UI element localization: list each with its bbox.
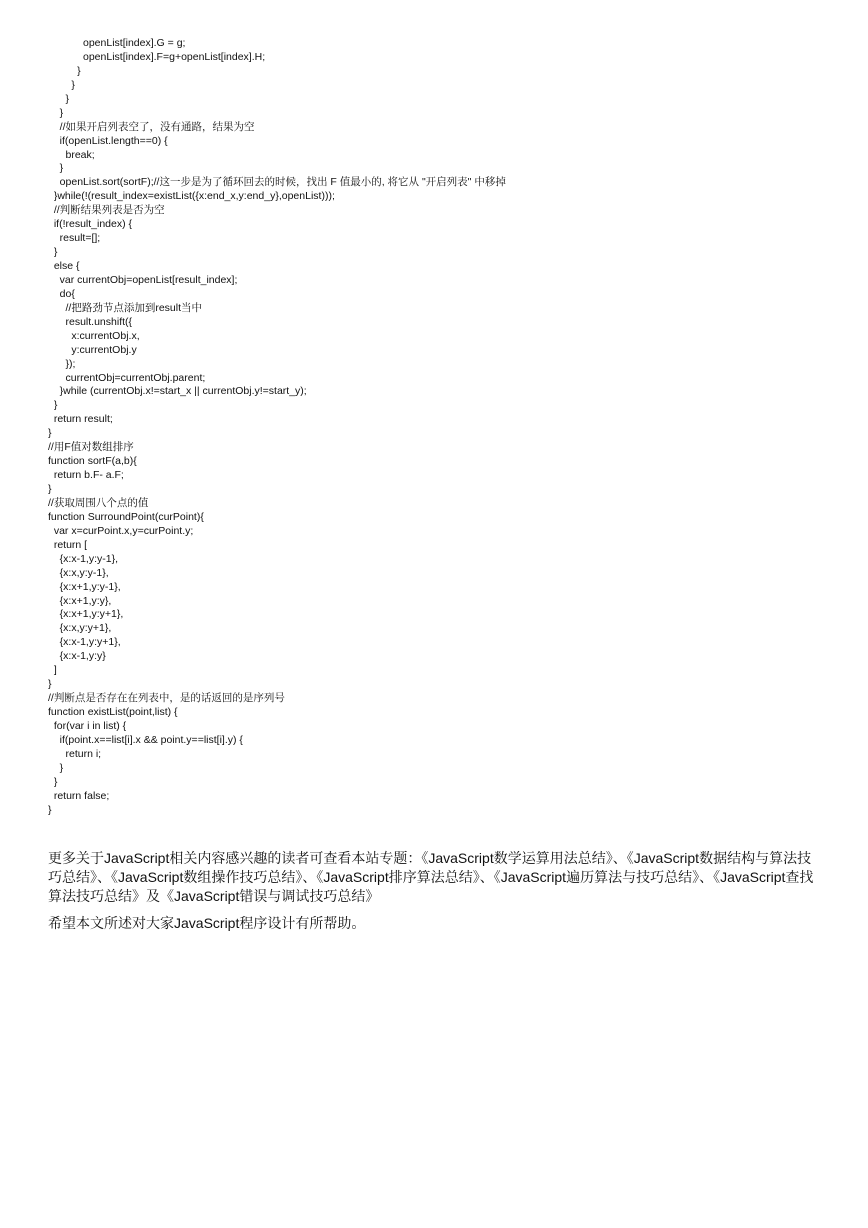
code-line: function sortF(a,b){ <box>48 455 137 468</box>
code-line: if(!result_index) { <box>48 218 133 231</box>
code-line: } <box>48 64 81 77</box>
code-line: break; <box>48 148 95 161</box>
code-line: {x:x-1,y:y+1}, <box>48 636 121 649</box>
code-line: } <box>48 92 70 105</box>
code-comment-line: //判断点是否存在在列表中，是的话返回的是序列号 <box>48 692 285 705</box>
code-comment-line: //用F值对数组排序 <box>48 441 134 454</box>
related-topics-paragraph: 更多关于JavaScript相关内容感兴趣的读者可查看本站专题：《JavaScript数学运算用法总结》、《JavaScript数据结构与算法技巧总结》、《JavaScript数组操作技巧总结》、《JavaScript排序算法总结》、《JavaScript遍历算法与技巧总结》、《JavaScript查找算法技巧总结》及《JavaScript错误与调试技巧总结》 <box>48 850 814 904</box>
code-line: }); <box>48 357 76 370</box>
code-line: } <box>48 483 52 495</box>
code-line: }while (currentObj.x!=start_x || currentObj.y!=start_y); <box>48 385 307 398</box>
code-line: var currentObj=openList[result_index]; <box>48 273 238 286</box>
code-line: return i; <box>48 747 102 760</box>
code-line: } <box>48 803 52 816</box>
code-line: } <box>48 678 52 691</box>
code-line: } <box>48 775 58 788</box>
code-line: return false; <box>48 789 110 802</box>
code-line: y:currentObj.y <box>48 343 137 356</box>
code-line: {x:x+1,y:y}, <box>48 594 112 607</box>
code-comment-line: //判断结果列表是否为空 <box>48 204 165 217</box>
code-comment-line: //如果开启列表空了，没有通路，结果为空 <box>48 120 255 133</box>
closing-paragraph: 希望本文所述对大家JavaScript程序设计有所帮助。 <box>48 915 366 931</box>
code-line: do{ <box>48 287 75 300</box>
code-line: } <box>48 106 64 119</box>
code-comment-line: //获取周围八个点的值 <box>48 496 149 509</box>
code-line: openList[index].F=g+openList[index].H; <box>48 50 266 63</box>
code-line: result=[]; <box>48 232 101 245</box>
code-line: result.unshift({ <box>48 315 133 328</box>
code-line: openList.sort(sortF);//这一步是为了循环回去的时候，找出 F 值最小的, 将它从 "开启列表" 中移掉 <box>48 176 506 189</box>
code-line: for(var i in list) { <box>48 719 127 732</box>
code-line: } <box>48 78 75 91</box>
code-line: } <box>48 427 52 440</box>
code-line: else { <box>48 260 80 272</box>
code-line: openList[index].G = g; <box>48 37 186 49</box>
code-line: } <box>48 162 64 175</box>
code-block <box>48 37 828 818</box>
code-line: return result; <box>48 413 113 426</box>
code-line: {x:x,y:y-1}, <box>48 566 109 579</box>
code-line: } <box>48 761 64 774</box>
code-line: } <box>48 399 58 412</box>
code-line: } <box>48 246 58 259</box>
code-line: {x:x,y:y+1}, <box>48 622 112 635</box>
code-line: currentObj=currentObj.parent; <box>48 371 206 384</box>
code-line: if(openList.length==0) { <box>48 134 168 147</box>
code-line: ] <box>48 664 57 677</box>
code-line: }while(!(result_index=existList({x:end_x,y:end_y},openList))); <box>48 190 335 203</box>
code-line: {x:x-1,y:y} <box>48 650 106 663</box>
code-line: x:currentObj.x, <box>48 329 140 342</box>
code-line: return [ <box>48 538 88 551</box>
code-line: {x:x+1,y:y-1}, <box>48 580 121 593</box>
code-line: function existList(point,list) { <box>48 706 178 718</box>
code-line: if(point.x==list[i].x && point.y==list[i].y) { <box>48 733 243 746</box>
code-line: return b.F- a.F; <box>48 469 124 482</box>
code-line: {x:x+1,y:y+1}, <box>48 608 124 621</box>
code-line: var x=curPoint.x,y=curPoint.y; <box>48 524 194 537</box>
code-comment-line: //把路劲节点添加到result当中 <box>48 301 203 314</box>
code-line: function SurroundPoint(curPoint){ <box>48 510 204 523</box>
code-line: {x:x-1,y:y-1}, <box>48 552 119 565</box>
